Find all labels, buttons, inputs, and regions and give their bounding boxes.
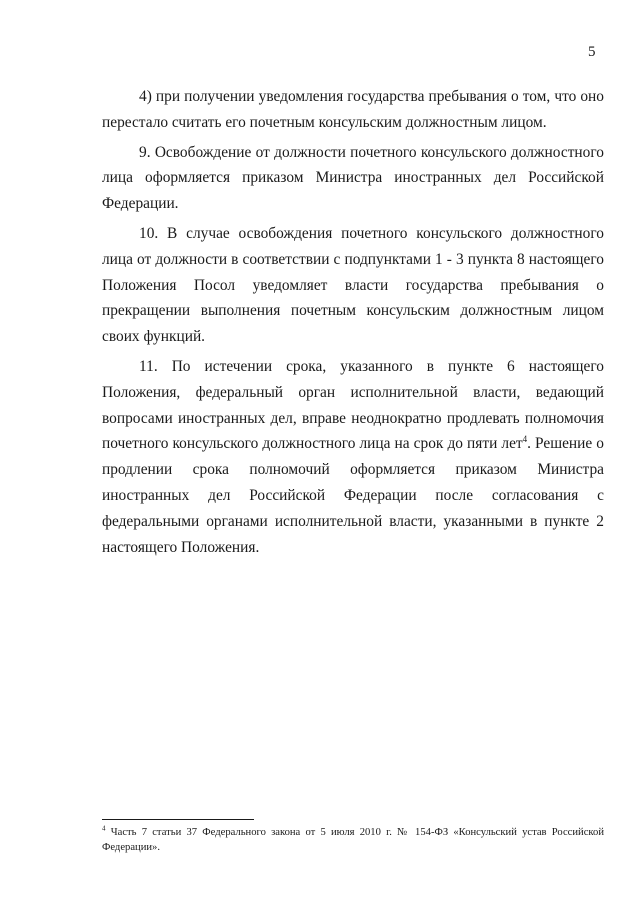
page-number: 5 <box>588 44 596 60</box>
footnote <box>102 825 604 855</box>
document-body <box>102 84 604 564</box>
footnote-marker: 4 <box>102 824 106 833</box>
footnote-separator <box>102 819 254 820</box>
footnote-text: Часть 7 статьи 37 Федерального закона от 5 июля 2010 г. № 154-ФЗ «Консульский устав Российской Федерации». <box>102 827 604 853</box>
paragraph-9: 9. Освобождение от должности почетного консульского должностного лица оформляется приказом Министра иностранных дел Российской Федерации. <box>102 143 604 213</box>
paragraph-11 <box>102 354 604 560</box>
paragraph-subitem-4: 4) при получении уведомления государства пребывания о том, что оно перестало считать его почетным консульским должностным лицом. <box>102 88 604 131</box>
footnote-reference: 4 <box>522 434 528 445</box>
paragraph-11-text-before: 11. По истечении срока, указанного в пункте 6 настоящего Положения, федеральный орган исполнительной власти, ведающий вопросами иностранных дел, вправе неоднократно продлевать полномочия почетного консульского должностного лица на срок до пяти лет <box>102 357 604 453</box>
paragraph-11-text-after: . Решение о продлении срока полномочий оформляется приказом Министра иностранных дел Российской Федерации после согласования с федеральными органами исполнительной власти, указанными в пункте 2 настоящего Положения. <box>102 435 604 556</box>
paragraph-10: 10. В случае освобождения почетного консульского должностного лица от должности в соответствии с подпунктами 1 - 3 пункта 8 настоящего Положения Посол уведомляет власти государства пребывания о прекращении выполнения почетным консульским должностным лицом своих функций. <box>102 224 604 346</box>
